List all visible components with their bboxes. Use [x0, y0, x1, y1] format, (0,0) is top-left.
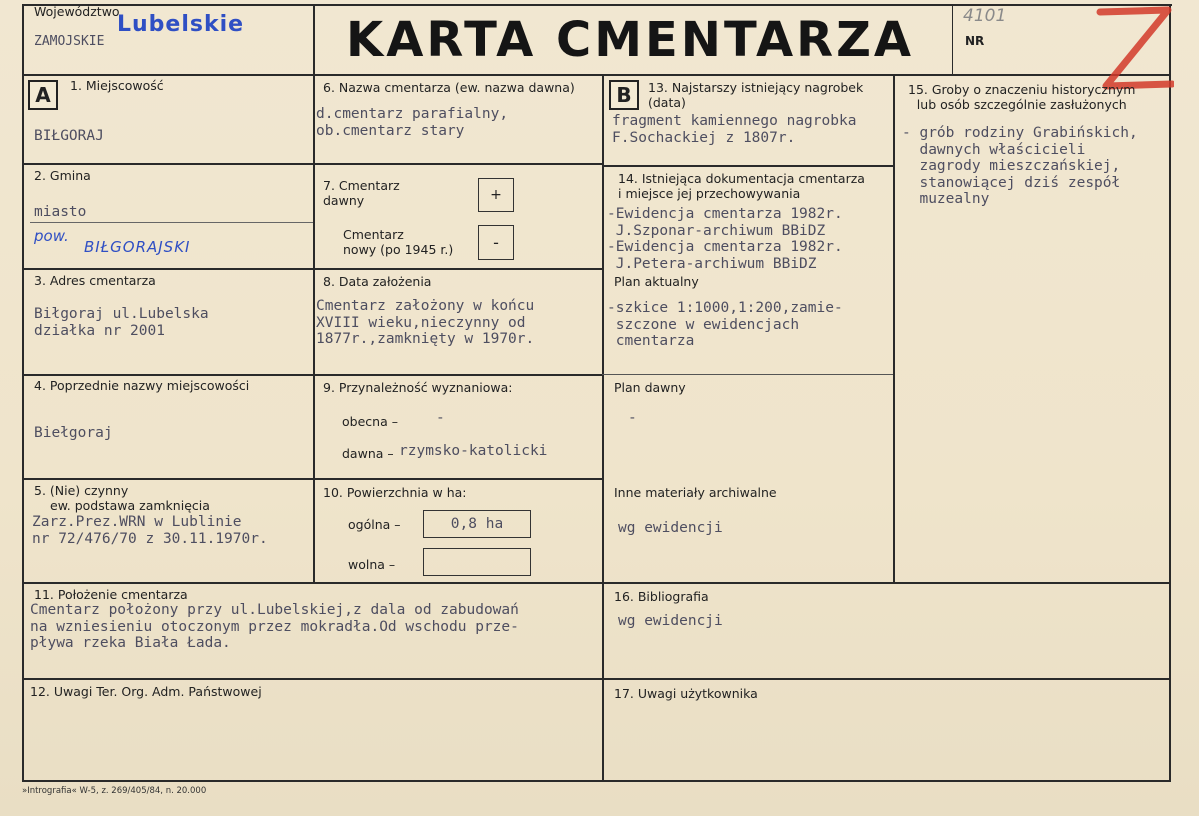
- field-9-label: 9. Przynależność wyznaniowa:: [323, 380, 513, 395]
- field-14-label: 14. Istniejąca dokumentacja cmentarza i miejsce jej przechowywania: [618, 171, 865, 201]
- field-14-value: -Ewidencja cmentarza 1982r. J.Szponar-archiwum BBiDZ -Ewidencja cmentarza 1982r. J.Petera-archiwum BBiDZ: [607, 206, 843, 272]
- field-9-current-label: obecna –: [342, 414, 398, 429]
- header-divider: [952, 4, 953, 74]
- field-9-current-value: -: [436, 410, 445, 426]
- field-16-value: wg ewidencji: [618, 613, 723, 629]
- col-divider-2: [602, 74, 604, 782]
- field-2-hand-prefix: pow.: [34, 227, 69, 245]
- row-a4: [22, 478, 313, 480]
- field-2-label: 2. Gmina: [34, 168, 91, 183]
- frame-left: [22, 4, 24, 782]
- row-b2: [313, 268, 602, 270]
- col-divider-3: [893, 74, 895, 584]
- field-1-label: 1. Miejscowość: [70, 78, 164, 93]
- field-7-new-label: Cmentarz nowy (po 1945 r.): [343, 227, 454, 257]
- field-12-label: 12. Uwagi Ter. Org. Adm. Państwowej: [30, 684, 262, 699]
- field-5-label: 5. (Nie) czynny: [34, 483, 129, 498]
- row-lower: [22, 678, 1171, 680]
- row-b3: [313, 374, 602, 376]
- section-b-marker: B: [609, 80, 639, 110]
- gmina-underline: [30, 222, 313, 223]
- field-3-label: 3. Adres cmentarza: [34, 273, 156, 288]
- field-17-label: 17. Uwagi użytkownika: [614, 686, 758, 701]
- frame-bottom: [22, 780, 1171, 782]
- field-7-old-label: 7. Cmentarz dawny: [323, 178, 400, 208]
- plan-current-value: -szkice 1:1000,1:200,zamie- szczone w ewidencjach cmentarza: [607, 300, 843, 349]
- field-5-sublabel: ew. podstawa zamknięcia: [50, 498, 210, 513]
- field-7-old-mark: +: [490, 187, 502, 203]
- other-materials-label: Inne materiały archiwalne: [614, 485, 777, 500]
- voivodeship-stamp: Lubelskie: [117, 12, 245, 37]
- card-title: KARTA CMENTARZA: [346, 12, 915, 68]
- plan-old-label: Plan dawny: [614, 380, 686, 395]
- field-10-total-label: ogólna –: [348, 517, 401, 532]
- field-10-label: 10. Powierzchnia w ha:: [323, 485, 467, 500]
- row-mid: [22, 582, 1171, 584]
- field-15-label: 15. Groby o znaczeniu historycznym lub osób szczególnie zasłużonych: [908, 82, 1136, 112]
- field-11-value: Cmentarz położony przy ul.Lubelskiej,z dala od zabudowań na wzniesieniu otoczonym przez mokradła.Od wschodu prze- pływa rzeka Biała Łada.: [30, 602, 519, 651]
- field-13-label: 13. Najstarszy istniejący nagrobek (data): [648, 80, 864, 110]
- voivodeship-typed: ZAMOJSKIE: [34, 34, 105, 49]
- print-info: »Intrografia« W-5, z. 269/405/84, n. 20.000: [22, 786, 207, 796]
- field-5-value: Zarz.Prez.WRN w Lublinie nr 72/476/70 z 30.11.1970r.: [32, 514, 268, 547]
- field-4-label: 4. Poprzednie nazwy miejscowości: [34, 378, 250, 393]
- field-15-value: - grób rodziny Grabińskich, dawnych właścicieli zagrody mieszczańskiej, stanowiącej dziś zespół muzealny: [902, 125, 1138, 207]
- row-b4: [313, 478, 602, 480]
- row-b1: [313, 163, 602, 165]
- frame-right: [1169, 4, 1171, 782]
- row-a3: [22, 374, 313, 376]
- field-2-value: miasto: [34, 204, 87, 220]
- section-a-marker: A: [28, 80, 58, 110]
- other-materials-value: wg ewidencji: [618, 520, 723, 536]
- field-3-value: Biłgoraj ul.Lubelska działka nr 2001: [34, 306, 209, 339]
- record-number-handwritten: 4101: [963, 6, 1007, 26]
- field-6-label: 6. Nazwa cmentarza (ew. nazwa dawna): [323, 80, 575, 95]
- field-11-label: 11. Położenie cmentarza: [34, 587, 188, 602]
- field-9-former-label: dawna –: [342, 446, 394, 461]
- col-divider-1: [313, 4, 315, 582]
- field-8-value: Cmentarz założony w końcu XVIII wieku,nieczynny od 1877r.,zamknięty w 1970r.: [316, 298, 535, 347]
- plan-current-label: Plan aktualny: [614, 274, 699, 289]
- field-1-value: BIŁGORAJ: [34, 128, 104, 144]
- field-7-new-mark: -: [493, 233, 499, 252]
- field-13-value: fragment kamiennego nagrobka F.Sochackiej z 1807r.: [612, 113, 857, 146]
- voivodeship-label: Województwo: [34, 4, 120, 19]
- row-a1: [22, 163, 313, 165]
- plan-old-value: -: [628, 410, 637, 426]
- row-a2: [22, 268, 313, 270]
- field-4-value: Biełgoraj: [34, 425, 113, 441]
- field-8-label: 8. Data założenia: [323, 274, 432, 289]
- field-10-total-box: [423, 510, 531, 538]
- field-10-free-label: wolna –: [348, 557, 396, 572]
- field-10-total-value: 0,8 ha: [450, 516, 504, 532]
- field-2-hand-value: BIŁGORAJSKI: [84, 238, 191, 256]
- field-7-old-checkbox: [478, 178, 514, 212]
- field-6-value: d.cmentarz parafialny, ob.cmentarz stary: [316, 106, 509, 139]
- field-10-free-box: [423, 548, 531, 576]
- row-c2: [602, 374, 893, 375]
- nr-label: NR: [965, 34, 985, 48]
- row-c1: [602, 165, 893, 167]
- red-z-mark: [1094, 6, 1174, 92]
- field-9-former-value: rzymsko-katolicki: [399, 443, 548, 459]
- field-16-label: 16. Bibliografia: [614, 589, 709, 604]
- field-7-new-checkbox: [478, 225, 514, 260]
- header-line: [22, 74, 1171, 76]
